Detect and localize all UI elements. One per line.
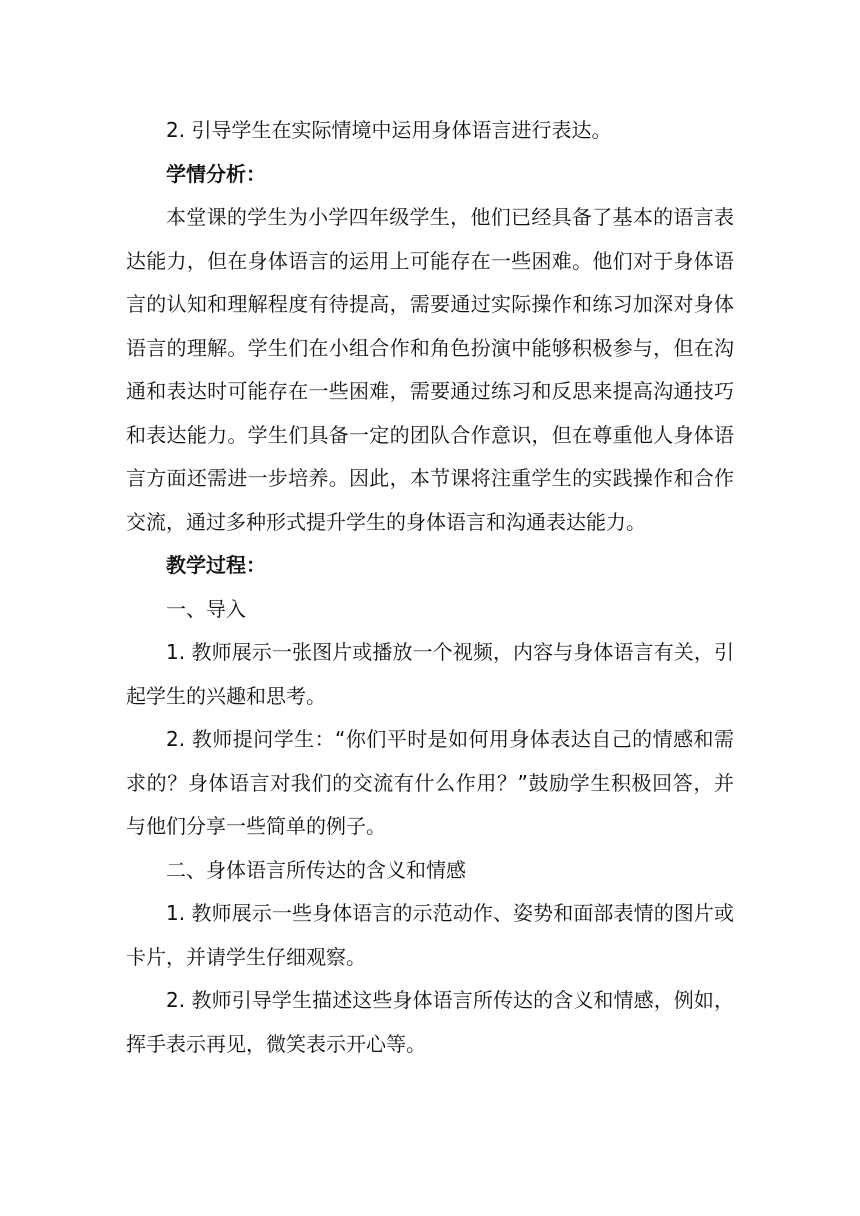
section-1-item-2: 2. 教师提问学生：“你们平时是如何用身体表达自己的情感和需求的？身体语言对我们的交流有什么作用？”鼓励学生积极回答，并与他们分享一些简单的例子。 xyxy=(126,727,734,838)
student-analysis-paragraph: 本堂课的学生为小学四年级学生，他们已经具备了基本的语言表达能力，但在身体语言的运用上可能存在一些困难。他们对于身体语言的认知和理解程度有待提高，需要通过实际操作和练习加深对身体语言的理解。学生们在小组合作和角色扮演中能够积极参与，但在沟通和表达时可能存在一些困难，需要通过练习和反思来提高沟通技巧和表达能力。学生们具备一定的团队合作意识，但在尊重他人身体语言方面还需进一步培养。因此，本节课将注重学生的实践操作和合作交流，通过多种形式提升学生的身体语言和沟通表达能力。 xyxy=(126,205,734,534)
section-2-item-2: 2. 教师引导学生描述这些身体语言所传达的含义和情感，例如，挥手表示再见，微笑表示开心等。 xyxy=(126,988,734,1056)
section-2-item-1: 1. 教师展示一些身体语言的示范动作、姿势和面部表情的图片或卡片，并请学生仔细观察。 xyxy=(126,901,734,969)
heading-student-analysis: 学情分析： xyxy=(166,161,266,186)
heading-teaching-process: 教学过程： xyxy=(166,553,266,577)
objective-item-2: 2. 引导学生在实际情境中运用身体语言进行表达。 xyxy=(166,118,612,142)
section-1-title: 一、导入 xyxy=(166,596,246,621)
section-2-title: 二、身体语言所传达的含义和情感 xyxy=(166,857,466,882)
section-1-item-1: 1. 教师展示一张图片或播放一个视频，内容与身体语言有关，引起学生的兴趣和思考。 xyxy=(126,640,734,708)
